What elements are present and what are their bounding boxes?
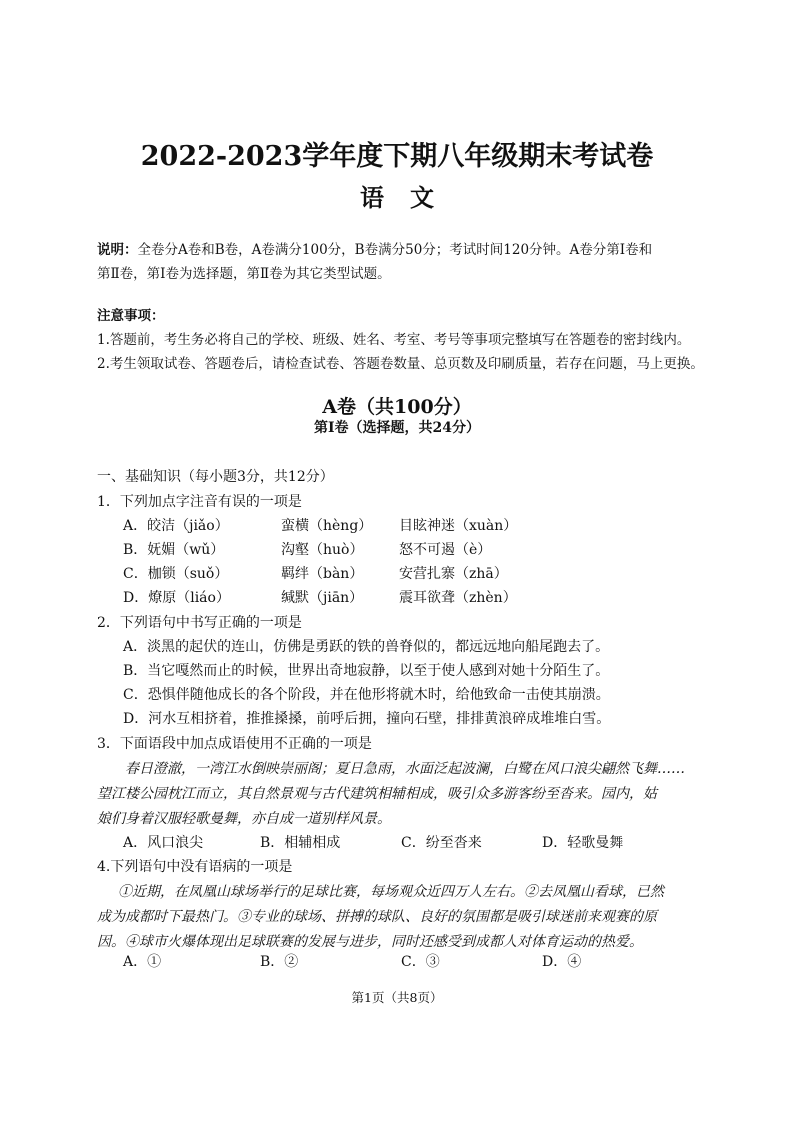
q4-option-d: D．④ <box>542 954 582 970</box>
q4-passage-line-1: ①近期，在凤凰山球场举行的足球比赛，每场观众近四万人左右。②去凤凰山看球，已然 <box>118 884 664 900</box>
q1-option-b-2: 沟壑（huò） <box>281 542 364 558</box>
q1-option-c-1: C．枷锁（suǒ） <box>123 566 229 582</box>
q1-option-b-3: 怒不可遏（è） <box>399 542 492 558</box>
q3-passage-line-1: 春日澄澈，一湾江水倒映崇丽阁；夏日急雨，水面泛起波澜，白鹭在风口浪尖翩然飞舞…… <box>125 761 685 777</box>
q4-option-c: C．③ <box>401 954 440 970</box>
q3-option-a: A．风口浪尖 <box>123 835 204 851</box>
q1-option-c-2: 羁绊（bàn） <box>281 566 364 582</box>
q1-option-b-1: B．妩媚（wǔ） <box>123 542 225 558</box>
notes-item-1: 1.答题前，考生务必将自己的学校、班级、姓名、考室、考号等事项完整填写在答题卷的密封线内。 <box>97 332 691 348</box>
q4-stem: 4.下列语句中没有语病的一项是 <box>97 859 293 875</box>
q1-option-c-3: 安营扎寨（zhā） <box>399 566 508 582</box>
q3-option-b: B．相辅相成 <box>260 835 341 851</box>
q3-stem: 3．下面语段中加点成语使用不正确的一项是 <box>97 736 372 752</box>
section-a-title: A卷（共100分） <box>322 396 472 418</box>
instructions-text-1: 全卷分A卷和B卷，A卷满分100分，B卷满分50分；考试时间120分钟。A卷分第Ⅰ卷和 <box>137 242 653 258</box>
instructions-label: 说明： <box>97 242 138 258</box>
q3-option-c: C．纷至沓来 <box>401 835 482 851</box>
q2-option-a: A．淡黑的起伏的连山，仿佛是勇跃的铁的兽脊似的，都远远地向船尾跑去了。 <box>123 639 610 655</box>
q2-option-c: C．恐惧伴随他成长的各个阶段，并在他形将就木时，给他致命一击使其崩溃。 <box>123 687 610 703</box>
q2-stem: 2．下列语句中书写正确的一项是 <box>97 615 302 631</box>
instructions-line-1 <box>97 238 699 262</box>
q3-option-d: D．轻歌曼舞 <box>542 835 624 851</box>
notes-heading: 注意事项： <box>97 308 165 324</box>
q1-option-d-1: D．燎原（liáo） <box>123 590 230 606</box>
notes-item-2: 2.考生领取试卷、答题卷后，请检查试卷、答题卷数量、总页数及印刷质量，若存在问题，马上更换。 <box>97 356 704 372</box>
q3-passage-line-2: 望江楼公园枕江而立，其自然景观与古代建筑相辅相成，吸引众多游客纷至沓来。园内，姑 <box>97 786 657 802</box>
q2-option-d: D．河水互相挤着，推推搡搡，前呼后拥，撞向石壁，排排黄浪碎成堆堆白雪。 <box>123 711 611 727</box>
q1-option-a-2: 蛮横（hèng） <box>281 518 373 534</box>
q1-option-d-2: 缄默（jiān） <box>281 590 364 606</box>
q4-option-b: B．② <box>260 954 299 970</box>
instructions-line-2: 第Ⅱ卷，第Ⅰ卷为选择题，第Ⅱ卷为其它类型试题。 <box>97 266 391 282</box>
part1-heading: 一、基础知识（每小题3分，共12分） <box>97 469 334 485</box>
page-number: 第1页（共8页） <box>351 990 443 1005</box>
q2-option-b: B．当它嘎然而止的时候，世界出奇地寂静，以至于使人感到对她十分陌生了。 <box>123 663 610 679</box>
section-a-subtitle: 第Ⅰ卷（选择题，共24分） <box>313 420 481 436</box>
q4-passage-line-2: 成为成都时下最热门。③专业的球场、拼搏的球队、良好的氛围都是吸引球迷前来观赛的原 <box>97 909 657 925</box>
q1-stem: 1．下列加点字注音有误的一项是 <box>97 494 302 510</box>
exam-subject: 语文 <box>360 183 460 212</box>
exam-title: 2022-2023学年度下期八年级期末考试卷 <box>140 141 654 172</box>
q1-option-a-1: A．皎洁（jiǎo） <box>123 518 229 534</box>
q3-passage-line-3: 娘们身着汉服轻歌曼舞，亦自成一道别样风景。 <box>97 811 391 827</box>
q4-passage-line-3: 因。④球市火爆体现出足球联赛的发展与进步，同时还感受到成都人对体育运动的热爱。 <box>97 934 643 950</box>
q1-option-d-3: 震耳欲聋（zhèn） <box>399 590 517 606</box>
q4-option-a: A．① <box>123 954 162 970</box>
q1-option-a-3: 目眩神迷（xuàn） <box>399 518 518 534</box>
